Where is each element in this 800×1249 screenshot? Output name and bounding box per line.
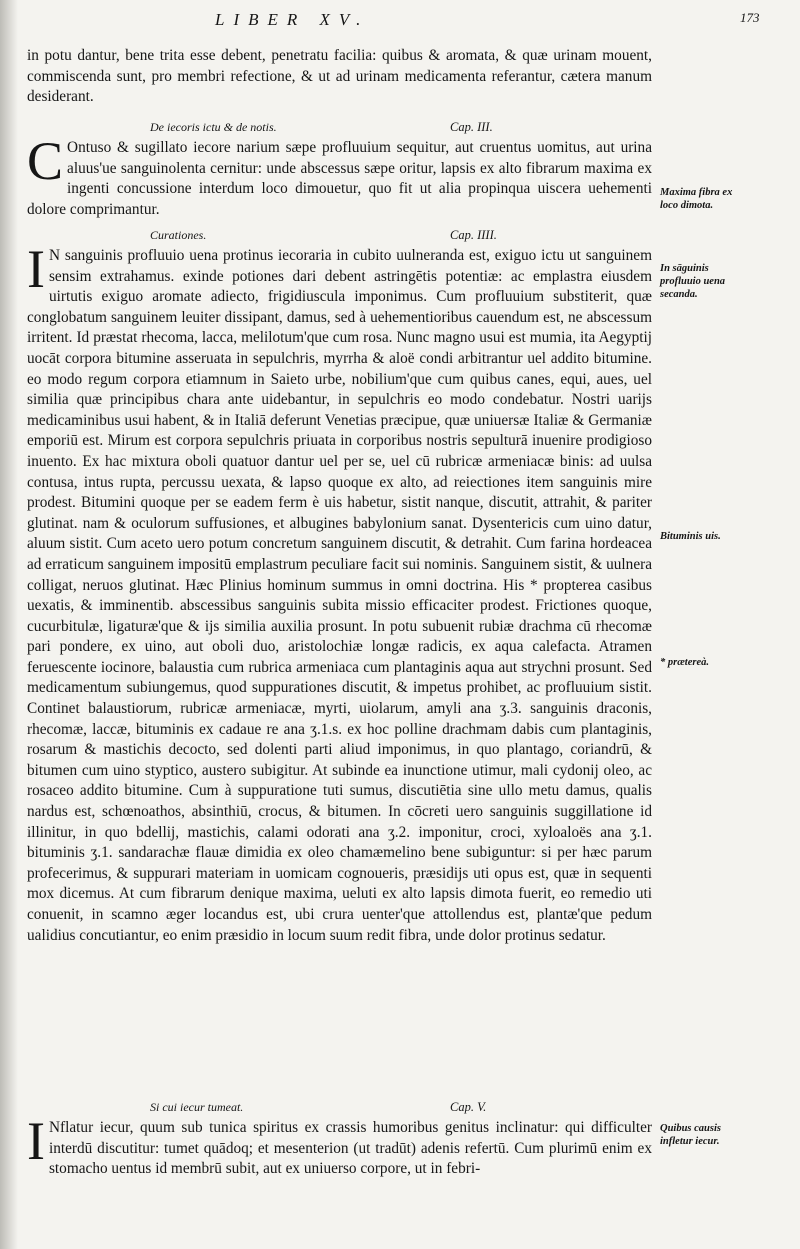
gutter-shadow	[0, 0, 18, 1249]
margin-note: Quibus causis infletur iecur.	[660, 1123, 721, 1147]
section-title: De iecoris ictu & de notis.	[150, 120, 277, 134]
chapter-number: Cap. III.	[450, 120, 493, 134]
section-title: Si cui iecur tumeat.	[150, 1100, 244, 1114]
folio-number: 173	[740, 10, 760, 25]
margin-note: In sāguinis profluuio uena secanda.	[660, 263, 726, 300]
section-body-cap4	[27, 239, 652, 946]
running-title: LIBER XV.	[215, 10, 370, 29]
section-title: Curationes.	[150, 228, 207, 242]
section-body-cap5	[27, 1111, 652, 1180]
initial-letter: C	[27, 131, 64, 191]
section-text: Ontuso & sugillato iecore narium sæpe profluuium sequitur, aut cruentus uomitus, aut urina aluus'ue sanguinolenta cernitur: unde abscessus sæpe oritur, lapsis ex alto fibrarum maxima ex ingenti concussione interdum loco dimouetur, quo fit ut alia propinqua uiscera uehementi dolore comprimantur.	[27, 139, 652, 218]
margin-note: Maxima fibra ex loco dimota.	[660, 187, 733, 211]
section-body-cap3	[27, 131, 652, 220]
section-heading-cap3	[150, 120, 570, 135]
section-heading-cap4	[150, 228, 570, 243]
initial-letter: I	[27, 1111, 45, 1171]
margin-note: Bituminis uis.	[660, 531, 721, 542]
section-text: N sanguinis profluuio uena protinus iecoraria in cubito uulneranda est, exiguo ictu ut sanguinem sensim extrahamus. exinde potiones dari debent astringētis potentiæ: ac emplastra eiusdem uirtutis exiguo aromate adiecto, frigidiuscula imponimus. Cum profluuium substiterit, quæ conglobatum sanguinem leuiter dissipant, damus, sed à uehementioribus cauendum est, ne abscessum irritent. Id præstat rhecoma, lacca, melilotum'que cum rosa. Nunc magno usui est mumia, ita Aegyptij uocāt corpora bitumine asseruata in sepulchris, myrrha & aloë condi arbitrantur uel addito bitumine. eo modo regum corpora etiamnum in Saieto urbe, nobilium'que cum quibus canes, equi, aues, uel similia quæ principibus chara ante uidebantur, in sepulchris eo modo condebatur. Nostri uarijs medicaminibus usui habent, & in Italiā deferunt Venetias præcipue, quæ uniuersæ Italiæ & Germaniæ emporiū est. Mirum est corpora sepulchris priuata in corporibus nostris sepulturā inuenire prodigioso inuento. Ex hac mixtura oboli quatuor dantur uel per se, uel cū rubricæ armeniacæ binis: ad uulsa contusa, intus rupta, percussu uexata, & lapso quoque ex alto, ad reiectiones item sanguinis mire prodest. Bitumini quoque per se eadem ferm è uis habetur, sistit nanque, discutit, attrahit, & pariter glutinat. nam & oculorum suffusiones, et albugines babylonium sanat. Dysentericis cum uino datur, aluum sistit. Cum aceto uero potum concretum sanguinem discutit, & detrahit. Cum farina hordeacea ad erraticum sanguinem impositū emplastrum peculiare facit sui nominis. Sanguinem sistit, & uulnera colligat, neruos glutinat. Hæc Plinius hominum summus in omni doctrina. His * propterea casibus uexatis, & imminentib. abscessibus sanguinis subita missio efficaciter prodest. Frictiones quoque, cucurbitulæ, ligaturæ'que & ijs similia auxilia prosunt. In potu subuenit rubiæ drachma cū rhecomæ pari pondere, ex uino, aut oboli duo, aristolochiæ longæ radicis, ex aqua calefacta. Atramen feruescente iocinore, balaustia cum rubrica armeniaca cum plantaginis aqua aut strychni prosunt. Sed medicamentum subiungemus, quod suppurationes discutit, & impetus prohibet, ac profluuium sistit. Continet balaustiorum, rubricæ armeniacæ, myrti, uiolarum, amyli ana ʒ.3. sanguinis draconis, rhecomæ, laccæ, bituminis ex cadaue re ana ʒ.1.s. ex hoc polline drachmam dabis cum plantaginis, rosarum & mastichis decocto, sed dolenti parti aliud imponimus, in quo plantago, coriandrū, & bitumen cum uino styptico, austero subigitur. At subinde ea inunctione utimur, mali cydonij oleo, ac rosaceo addito bitumine. Cum à suppuratione tuti sumus, discutiētia sine ullo metu damus, qualis nardus est, schœnoathos, absinthiū, crocus, & bitumen. In cōcreti uero sanguinis suggillatione id illinitur, in quo bdellij, mastichis, calami odorati ana ʒ.2. imponitur, croci, xyloaloës ana ʒ.1. bituminis ʒ.1. sandarachæ flauæ dimidia ex oleo chamæmelino bene subiguntur: si per hæc parum profecerimus, & suppurari materiam in uomicam cognoueris, præsidijs uti opus est, quæ in sequenti mox dicemus. At cum fibrarum denique maxima, ueluti ex alto lapsis dimota fuerit, eo remedio uti conuenit, in scamno æger locandus est, ubi crura uenter'que attollendus est, plantæ'que pedum ualidius concutiantur, eo enim præsidio in locum suum redit fibra, unde dolor protinus sedatur.	[27, 247, 652, 944]
chapter-number: Cap. V.	[450, 1100, 487, 1114]
opening-paragraph: in potu dantur, bene trita esse debent, penetratu facilia: quibus & aromata, & quæ urinam mouent, commiscenda sunt, pro membri refectione, & ut ad urinam medicamenta referantur, cætera manum desiderant.	[27, 47, 652, 106]
section-text: Nflatur iecur, quum sub tunica spiritus ex crassis humoribus genitus inclinatur: qui difficulter interdū discutitur: tumet quādoq; et mesenterion (ut tradūt) adenis refertū. Cum plurimū enim ex stomacho uentus id membrū subit, aut ex uniuerso corpore, ut in febri-	[48, 1119, 652, 1178]
section-heading-cap5	[150, 1100, 570, 1115]
initial-letter: I	[27, 239, 45, 299]
chapter-number: Cap. IIII.	[450, 228, 497, 242]
margin-note: * prætereà.	[660, 657, 709, 668]
